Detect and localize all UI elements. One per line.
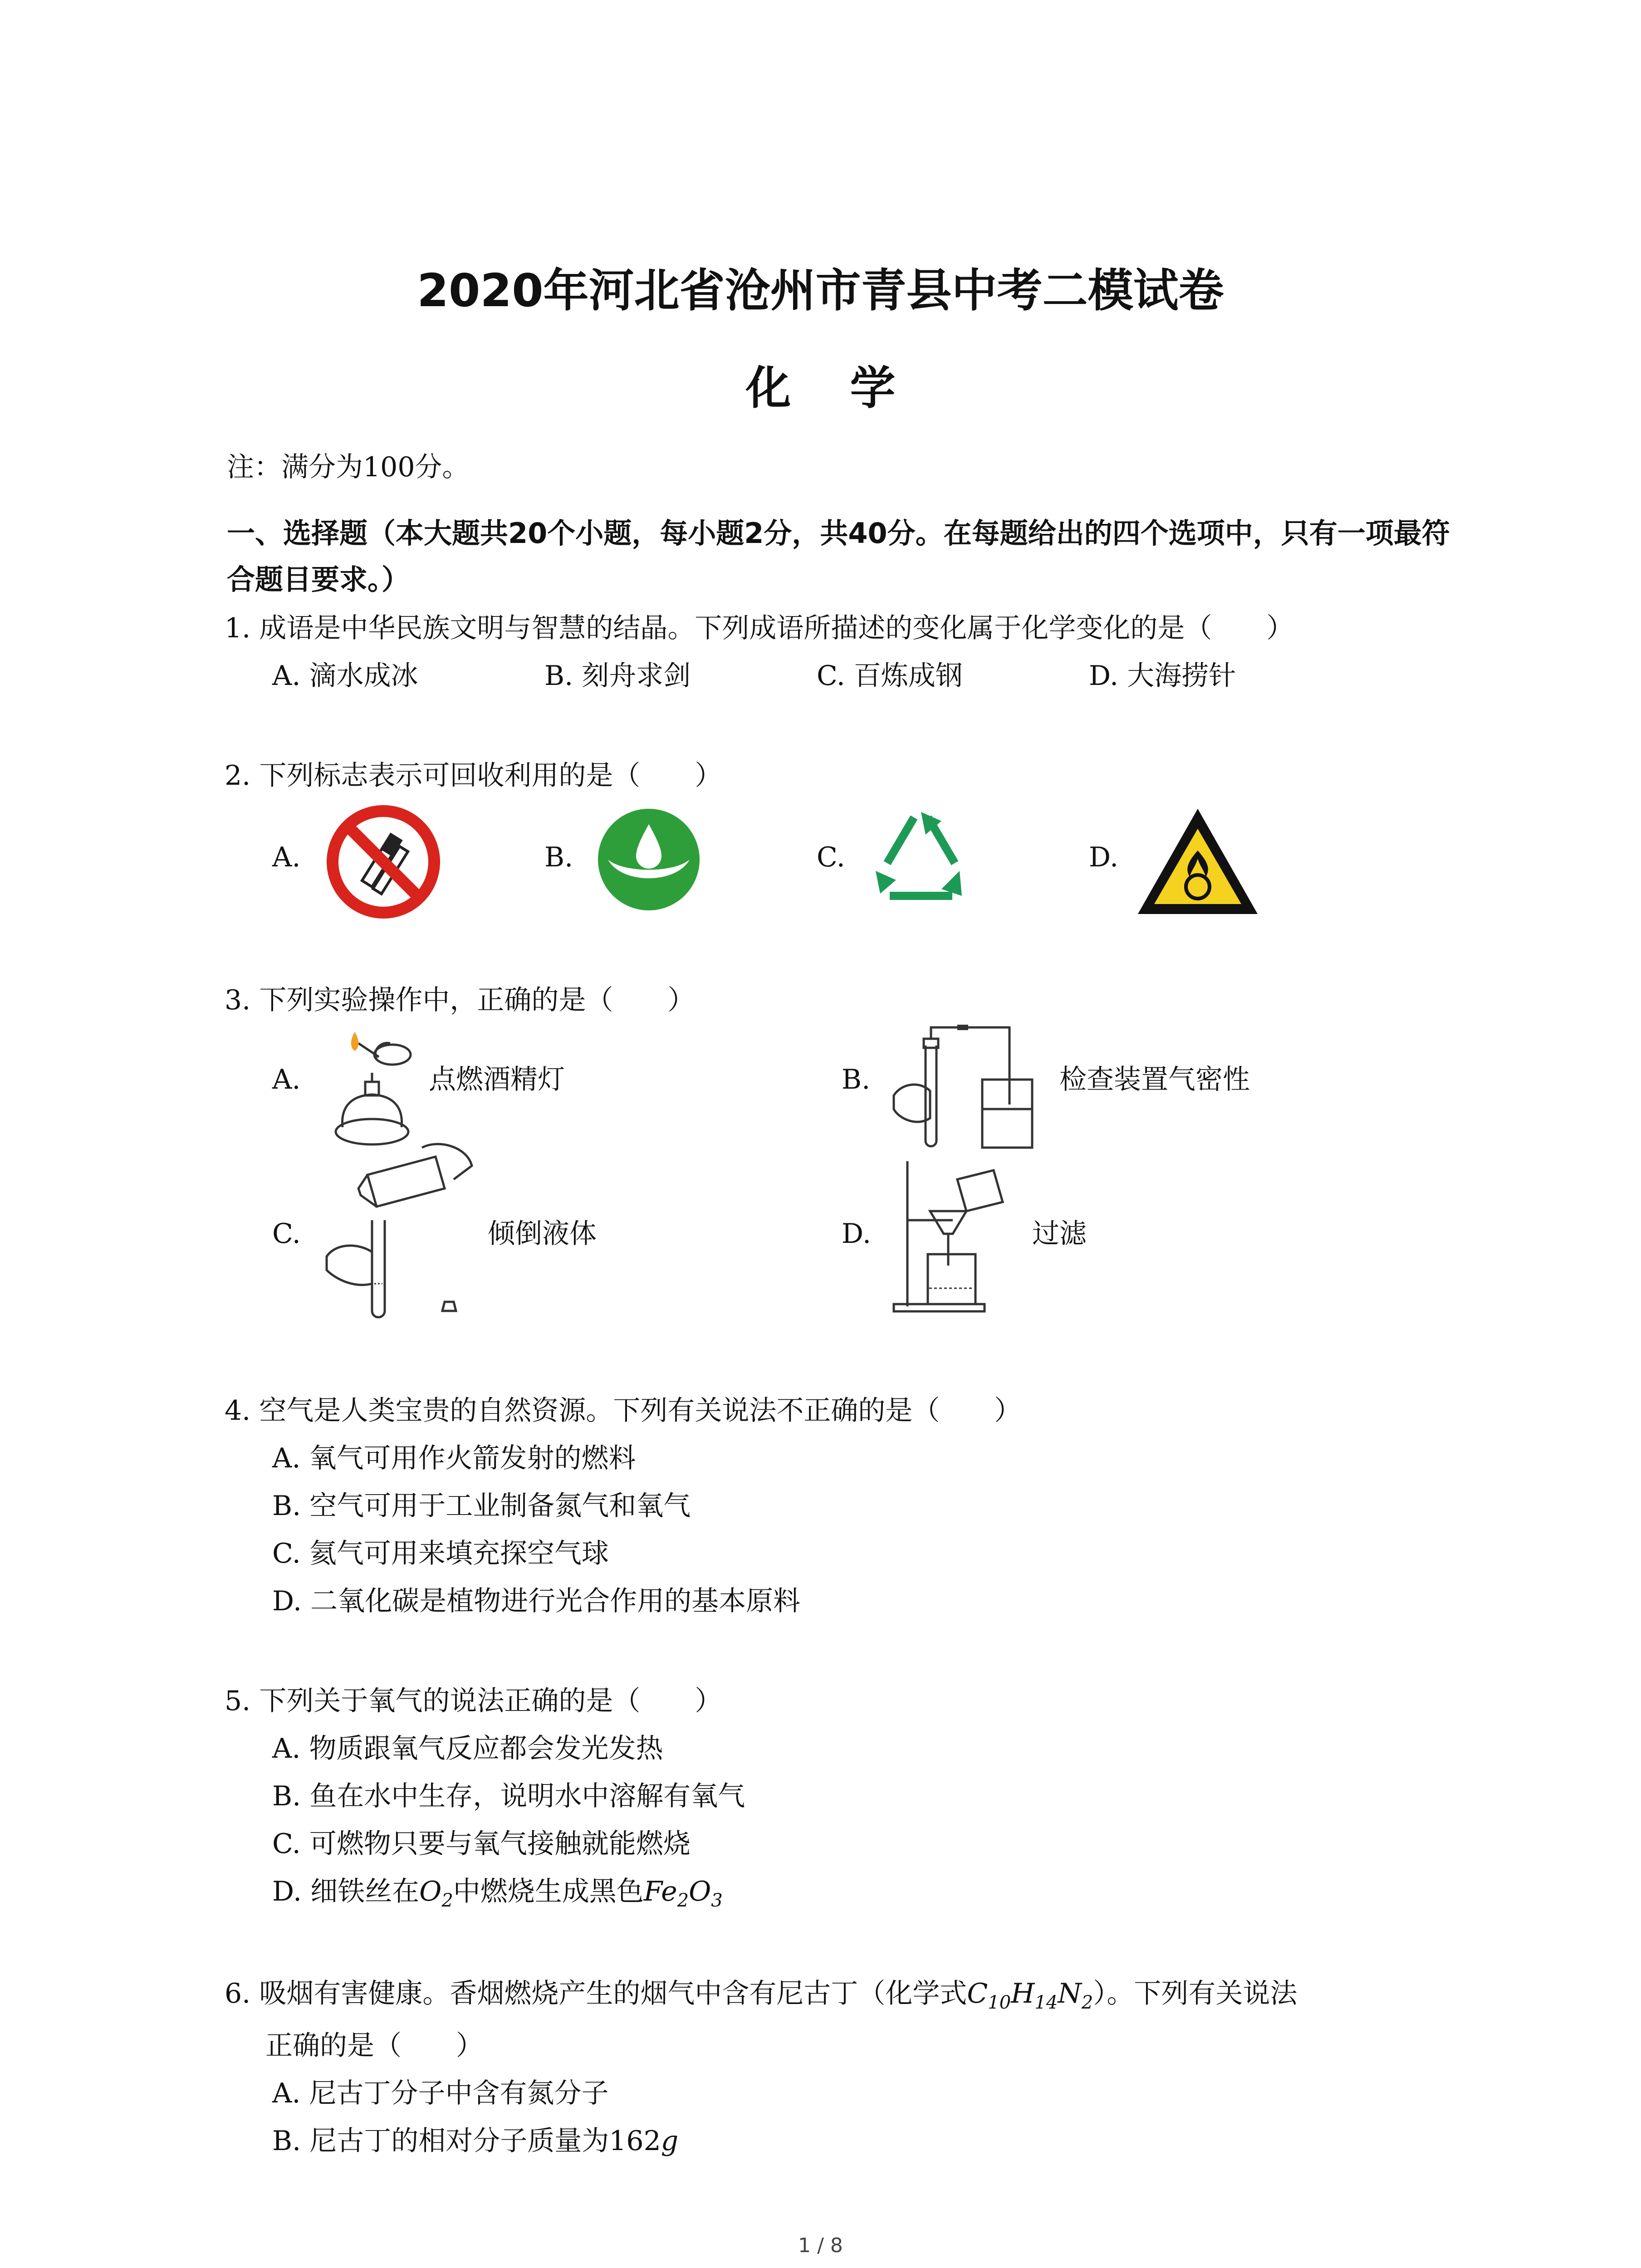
oxidizer-warning-sign-icon [1134, 805, 1261, 919]
q5-option-d [272, 1873, 723, 1919]
q3-option-a-caption: 点燃酒精灯 [429, 1064, 565, 1095]
q3-option-b-letter: B. [842, 1064, 871, 1095]
airtightness-check-apparatus-icon [889, 1018, 1062, 1154]
water-saving-sign-icon [594, 805, 703, 914]
q1-option-c: C. 百炼成钢 [817, 660, 963, 692]
q6-option-a: A. 尼古丁分子中含有氮分子 [272, 2077, 609, 2109]
q2-option-d: D. [1089, 841, 1119, 873]
q4-option-d: D. 二氧化碳是植物进行光合作用的基本原料 [272, 1585, 801, 1617]
q2-option-b: B. [544, 841, 573, 873]
formula-fe2o3: $Fe_2O_3$ [643, 1876, 723, 1911]
pouring-liquid-icon [318, 1139, 490, 1329]
no-smoking-sign-icon [324, 803, 442, 921]
unit-g: g [661, 2125, 679, 2157]
filtration-apparatus-icon [889, 1152, 1025, 1315]
formula-nicotine: $C_{10}H_{14}N_2$ [967, 1978, 1093, 2013]
q5-option-b: B. 鱼在水中生存，说明水中溶解有氧气 [272, 1780, 745, 1812]
alcohol-lamp-lighting-icon [318, 1023, 431, 1150]
q3-option-d-caption: 过滤 [1032, 1218, 1087, 1250]
subject-title: 化学 [745, 362, 955, 415]
q5-option-a: A. 物质跟氧气反应都会发光发热 [272, 1733, 663, 1765]
q5-option-d-prefix: D. 细铁丝在 [272, 1876, 420, 1907]
q1-option-a: A. 滴水成冰 [272, 660, 418, 692]
exam-title: 2020年河北省沧州市青县中考二模试卷 [417, 264, 1224, 317]
q1-option-d: D. 大海捞针 [1089, 660, 1236, 692]
q4-option-b: B. 空气可用于工业制备氮气和氧气 [272, 1490, 691, 1522]
section-heading: 一、选择题（本大题共20个小题，每小题2分，共40分。在每题给出的四个选项中，只有一项最符合题目要求。） [227, 517, 1450, 596]
question-5-stem: 5. 下列关于氧气的说法正确的是（ ） [225, 1685, 722, 1717]
q3-option-c-letter: C. [272, 1218, 301, 1250]
q4-option-c: C. 氦气可用来填充探空气球 [272, 1538, 609, 1569]
q5-option-c: C. 可燃物只要与氧气接触就能燃烧 [272, 1828, 691, 1860]
q3-option-a-letter: A. [272, 1064, 301, 1095]
page-number: 1 / 8 [798, 2234, 843, 2257]
question-2-stem: 2. 下列标志表示可回收利用的是（ ） [225, 760, 722, 792]
q2-option-c: C. [817, 841, 845, 873]
formula-o2: $O_2$ [419, 1876, 453, 1911]
q3-option-d-letter: D. [842, 1218, 872, 1250]
q1-option-b: B. 刻舟求剑 [544, 660, 691, 692]
q3-option-b-caption: 检查装置气密性 [1059, 1064, 1250, 1095]
q2-option-a: A. [272, 841, 301, 873]
q6-stem-suffix: ）。下列有关说法 [1093, 1978, 1298, 2009]
question-6-stem-line1 [225, 1975, 1297, 2021]
score-note: 注：满分为100分。 [227, 451, 470, 483]
recycle-sign-icon [862, 803, 980, 916]
question-1-stem: 1. 成语是中华民族文明与智慧的结晶。下列成语所描述的变化属于化学变化的是（ ） [225, 612, 1294, 644]
q6-option-b-text: B. 尼古丁的相对分子质量为162 [272, 2125, 661, 2157]
question-3-stem: 3. 下列实验操作中，正确的是（ ） [225, 984, 695, 1016]
q6-stem-prefix: 6. 吸烟有害健康。香烟燃烧产生的烟气中含有尼古丁（化学式 [225, 1978, 967, 2009]
q5-option-d-mid: 中燃烧生成黑色 [453, 1876, 644, 1907]
q3-option-c-caption: 倾倒液体 [488, 1218, 597, 1250]
question-4-stem: 4. 空气是人类宝贵的自然资源。下列有关说法不正确的是（ ） [225, 1395, 1022, 1427]
q4-option-a: A. 氧气可用作火箭发射的燃料 [272, 1442, 636, 1474]
question-6-stem-line2: 正确的是（ ） [265, 2030, 483, 2062]
q6-option-b [272, 2123, 678, 2159]
